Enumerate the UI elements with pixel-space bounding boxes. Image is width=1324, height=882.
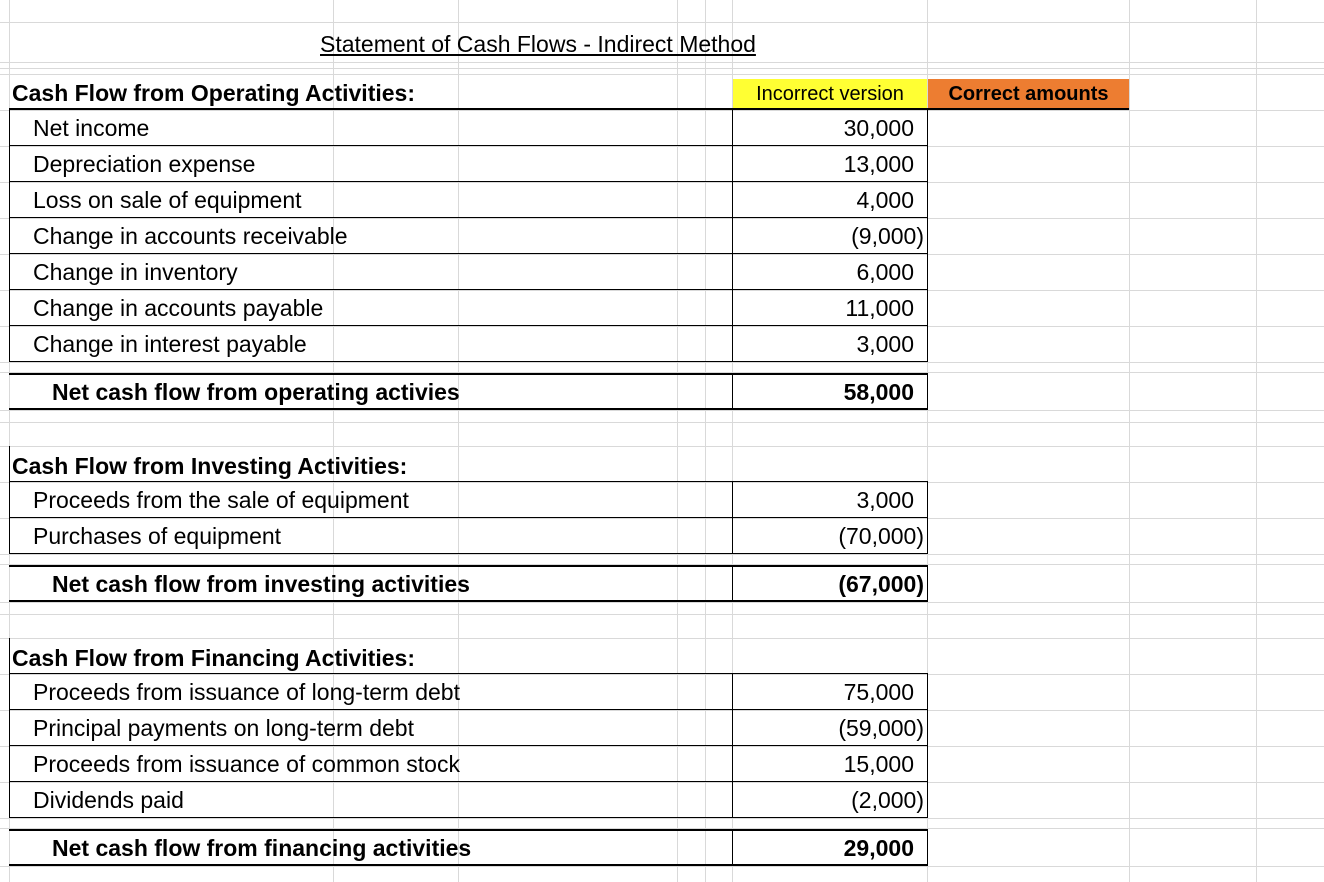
cell-border [9, 864, 928, 866]
gridline [0, 446, 1324, 447]
cell-border [9, 565, 928, 567]
cell-border [9, 408, 928, 410]
gridline [0, 218, 1324, 219]
gridline [0, 554, 1324, 555]
cell-border [927, 109, 928, 362]
financing-heading[interactable]: Cash Flow from Financing Activities: [12, 645, 415, 671]
cell-border [9, 446, 10, 554]
cell-border [9, 289, 928, 290]
gridline [0, 602, 1324, 603]
gridline [0, 518, 1324, 519]
cell-border [9, 600, 928, 602]
operating-row-label[interactable]: Change in accounts receivable [33, 223, 348, 249]
gridline [0, 290, 1324, 291]
gridline [0, 866, 1324, 867]
operating-row-label[interactable]: Depreciation expense [33, 151, 256, 177]
gridline [0, 422, 1324, 423]
gridline [0, 110, 1324, 111]
cell-border [9, 325, 928, 326]
cell-border [9, 553, 928, 554]
gridline [0, 782, 1324, 783]
investing-row-value[interactable]: (70,000) [838, 523, 924, 549]
gridline [0, 638, 1324, 639]
gridline [0, 182, 1324, 183]
sheet-title[interactable]: Statement of Cash Flows - Indirect Method [320, 31, 756, 57]
cell-border [927, 829, 928, 866]
cell-border [927, 673, 928, 818]
investing-total-label[interactable]: Net cash flow from investing activities [52, 571, 470, 597]
operating-row-label[interactable]: Change in interest payable [33, 331, 307, 357]
gridline [0, 254, 1324, 255]
operating-row-label[interactable]: Loss on sale of equipment [33, 187, 302, 213]
gridline [0, 22, 1324, 23]
operating-row-value[interactable]: 4,000 [856, 187, 914, 213]
gridline [458, 0, 459, 882]
cell-border [9, 745, 928, 746]
cell-border [9, 781, 928, 782]
financing-row-label[interactable]: Principal payments on long-term debt [33, 715, 414, 741]
cell-border [927, 481, 928, 554]
gridline [0, 362, 1324, 363]
cell-border [9, 673, 928, 674]
financing-row-label[interactable]: Proceeds from issuance of long-term debt [33, 679, 460, 705]
gridline [0, 746, 1324, 747]
operating-row-label[interactable]: Net income [33, 115, 150, 141]
operating-row-label[interactable]: Change in inventory [33, 259, 238, 285]
investing-heading[interactable]: Cash Flow from Investing Activities: [12, 453, 408, 479]
cell-border [9, 145, 928, 146]
cell-border [9, 829, 928, 831]
gridline [0, 710, 1324, 711]
cell-border [9, 817, 928, 818]
gridline [0, 410, 1324, 411]
cell-border [9, 517, 928, 518]
cell-border [9, 638, 10, 818]
cell-border [9, 181, 928, 182]
investing-total-value[interactable]: (67,000) [838, 571, 924, 597]
financing-total-value[interactable]: 29,000 [843, 835, 914, 861]
gridline [1256, 0, 1257, 882]
gridline [0, 674, 1324, 675]
financing-row-label[interactable]: Proceeds from issuance of common stock [33, 751, 460, 777]
gridline [0, 146, 1324, 147]
cell-border [9, 109, 10, 362]
financing-row-value[interactable]: 75,000 [843, 679, 914, 705]
gridline [0, 62, 1324, 63]
investing-row-value[interactable]: 3,000 [856, 487, 914, 513]
operating-row-value[interactable]: 3,000 [856, 331, 914, 357]
cell-border [9, 481, 928, 482]
operating-row-value[interactable]: 13,000 [843, 151, 914, 177]
gridline [705, 0, 706, 882]
investing-row-label[interactable]: Purchases of equipment [33, 523, 282, 549]
gridline [0, 482, 1324, 483]
gridline [0, 818, 1324, 819]
correct-amounts-header[interactable]: Correct amounts [928, 79, 1129, 109]
investing-row-label[interactable]: Proceeds from the sale of equipment [33, 487, 409, 513]
gridline [1129, 0, 1130, 882]
cell-border [9, 709, 928, 710]
operating-row-value[interactable]: 30,000 [843, 115, 914, 141]
gridline [0, 614, 1324, 615]
financing-row-value[interactable]: (2,000) [851, 787, 924, 813]
cell-border [9, 373, 928, 375]
cell-border [9, 361, 928, 362]
operating-row-value[interactable]: (9,000) [851, 223, 924, 249]
cell-border [9, 108, 1129, 110]
gridline [0, 74, 1324, 75]
operating-heading[interactable]: Cash Flow from Operating Activities: [12, 80, 415, 106]
cell-border [927, 565, 928, 602]
operating-row-value[interactable]: 6,000 [856, 259, 914, 285]
operating-total-label[interactable]: Net cash flow from operating activies [52, 379, 460, 405]
incorrect-version-header[interactable]: Incorrect version [733, 79, 927, 109]
gridline [677, 0, 678, 882]
cell-border [927, 373, 928, 410]
financing-row-label[interactable]: Dividends paid [33, 787, 184, 813]
cell-border [9, 217, 928, 218]
financing-row-value[interactable]: (59,000) [838, 715, 924, 741]
operating-row-value[interactable]: 11,000 [845, 295, 914, 321]
financing-total-label[interactable]: Net cash flow from financing activities [52, 835, 472, 861]
financing-row-value[interactable]: 15,000 [843, 751, 914, 777]
gridline [0, 326, 1324, 327]
operating-row-label[interactable]: Change in accounts payable [33, 295, 324, 321]
gridline [0, 68, 1324, 69]
operating-total-value[interactable]: 58,000 [843, 379, 914, 405]
gridline [333, 0, 334, 882]
cell-border [9, 253, 928, 254]
